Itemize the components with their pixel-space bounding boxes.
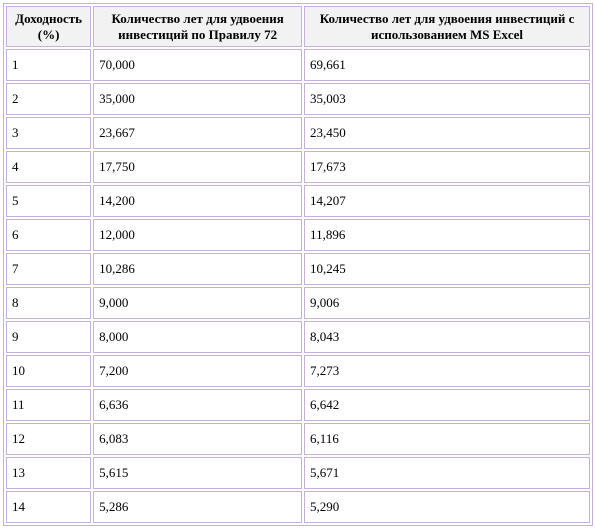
yield-cell: 13: [6, 457, 91, 489]
table-row: [6, 491, 590, 523]
table-row: [6, 219, 590, 251]
table-header: [6, 6, 590, 47]
rule72-cell: 9,000: [93, 287, 302, 319]
table-row: [6, 117, 590, 149]
excel-cell: 7,273: [304, 355, 590, 387]
rule72-cell: 5,615: [93, 457, 302, 489]
excel-cell: 5,671: [304, 457, 590, 489]
table-row: [6, 253, 590, 285]
excel-cell: 23,450: [304, 117, 590, 149]
rule72-cell: 23,667: [93, 117, 302, 149]
excel-cell: 14,207: [304, 185, 590, 217]
yield-cell: 8: [6, 287, 91, 319]
rule72-cell: 17,750: [93, 151, 302, 183]
yield-cell: 10: [6, 355, 91, 387]
rule72-cell: 12,000: [93, 219, 302, 251]
excel-cell: 5,290: [304, 491, 590, 523]
excel-cell: 8,043: [304, 321, 590, 353]
yield-cell: 5: [6, 185, 91, 217]
rule72-cell: 35,000: [93, 83, 302, 115]
rule72-cell: 5,286: [93, 491, 302, 523]
table-row: [6, 151, 590, 183]
table-row: [6, 457, 590, 489]
table-body: [6, 49, 590, 523]
excel-cell: 10,245: [304, 253, 590, 285]
rule72-cell: 8,000: [93, 321, 302, 353]
rule72-cell: 10,286: [93, 253, 302, 285]
yield-cell: 7: [6, 253, 91, 285]
rule72-cell: 70,000: [93, 49, 302, 81]
yield-cell: 6: [6, 219, 91, 251]
table-row: [6, 321, 590, 353]
rule72-cell: 6,083: [93, 423, 302, 455]
excel-cell: 69,661: [304, 49, 590, 81]
table-row: [6, 185, 590, 217]
table-row: [6, 49, 590, 81]
yield-cell: 1: [6, 49, 91, 81]
yield-cell: 11: [6, 389, 91, 421]
rule72-cell: 6,636: [93, 389, 302, 421]
header-rule72-years: Количество лет для удвоения инвестиций по Правилу 72: [93, 6, 302, 47]
header-yield: Доходность (%): [6, 6, 91, 47]
table-row: [6, 83, 590, 115]
rule72-cell: 7,200: [93, 355, 302, 387]
excel-cell: 35,003: [304, 83, 590, 115]
table-row: [6, 389, 590, 421]
excel-cell: 6,642: [304, 389, 590, 421]
header-excel-years: Количество лет для удвоения инвестиций с использованием MS Excel: [304, 6, 590, 47]
yield-cell: 12: [6, 423, 91, 455]
excel-cell: 17,673: [304, 151, 590, 183]
table-row: [6, 287, 590, 319]
yield-cell: 2: [6, 83, 91, 115]
table-row: [6, 355, 590, 387]
yield-cell: 9: [6, 321, 91, 353]
excel-cell: 11,896: [304, 219, 590, 251]
yield-cell: 3: [6, 117, 91, 149]
doubling-time-table: [3, 3, 593, 526]
excel-cell: 9,006: [304, 287, 590, 319]
yield-cell: 4: [6, 151, 91, 183]
excel-cell: 6,116: [304, 423, 590, 455]
rule72-cell: 14,200: [93, 185, 302, 217]
yield-cell: 14: [6, 491, 91, 523]
header-row: [6, 6, 590, 47]
table-row: [6, 423, 590, 455]
